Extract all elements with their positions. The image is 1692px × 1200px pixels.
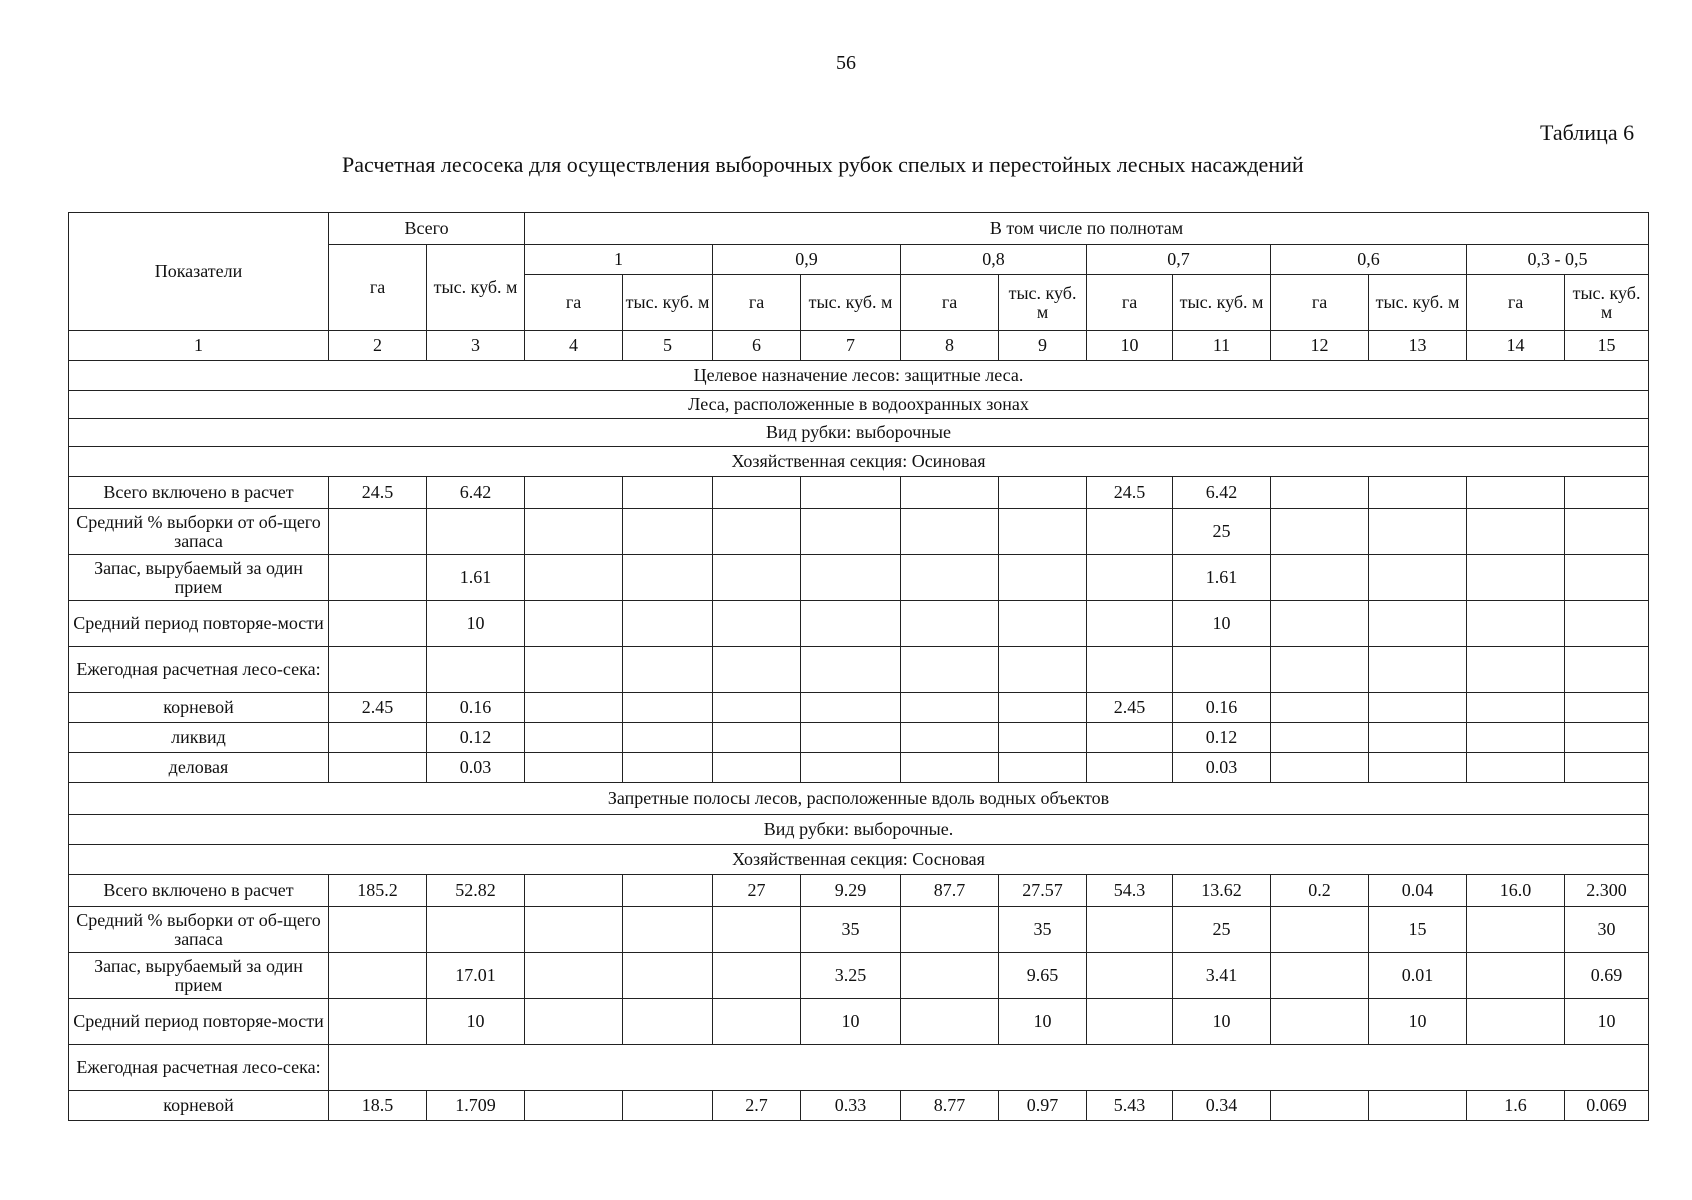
table-cell: 0.069	[1565, 1091, 1649, 1121]
table-cell	[1087, 753, 1173, 783]
table-cell	[713, 555, 801, 601]
table-cell: 87.7	[901, 875, 999, 907]
table-cell	[901, 601, 999, 647]
table-cell	[623, 647, 713, 693]
table-cell	[329, 1045, 1649, 1091]
table-cell	[1271, 477, 1369, 509]
table-cell: 0.33	[801, 1091, 901, 1121]
table-cell	[901, 555, 999, 601]
table-cell: 52.82	[427, 875, 525, 907]
table-cell: 0.04	[1369, 875, 1467, 907]
table-cell	[1173, 647, 1271, 693]
subheader-volume: тыс. куб. м	[1565, 275, 1649, 331]
table-cell: 24.5	[1087, 477, 1173, 509]
table-cell	[525, 555, 623, 601]
table-cell	[1565, 555, 1649, 601]
table-cell	[329, 555, 427, 601]
table-cell	[623, 601, 713, 647]
table-cell	[1467, 907, 1565, 953]
table-cell	[713, 953, 801, 999]
table-cell	[623, 753, 713, 783]
table-cell	[1369, 1091, 1467, 1121]
table-cell	[1467, 509, 1565, 555]
table-cell	[713, 753, 801, 783]
table-cell	[999, 601, 1087, 647]
table-cell	[901, 753, 999, 783]
table-cell: 0.2	[1271, 875, 1369, 907]
table-cell	[801, 601, 901, 647]
row-label: Ежегодная расчетная лесо-сека:	[69, 647, 329, 693]
table-cell	[1271, 693, 1369, 723]
table-cell: 3.41	[1173, 953, 1271, 999]
table-cell	[525, 953, 623, 999]
table-cell: 10	[427, 999, 525, 1045]
table-cell	[623, 723, 713, 753]
document-title: Расчетная лесосека для осуществления выборочных рубок спелых и перестойных лесных насаждений	[342, 152, 1304, 177]
table-cell	[1467, 953, 1565, 999]
section-cut-type: Вид рубки: выборочные	[69, 419, 1649, 447]
row-label: Средний % выборки от об-щего запаса	[69, 907, 329, 953]
table-cell	[1467, 647, 1565, 693]
row-label: Ежегодная расчетная лесо-сека:	[69, 1045, 329, 1091]
table-cell	[1271, 601, 1369, 647]
table-cell: 10	[999, 999, 1087, 1045]
table-cell	[427, 509, 525, 555]
table-cell	[1087, 723, 1173, 753]
table-cell	[525, 999, 623, 1045]
table-cell	[999, 509, 1087, 555]
table-cell	[999, 753, 1087, 783]
table-cell	[525, 477, 623, 509]
table-cell: 10	[1173, 999, 1271, 1045]
column-number: 3	[427, 331, 525, 361]
table-cell	[1369, 647, 1467, 693]
header-density-03-05: 0,3 - 0,5	[1467, 245, 1649, 275]
table-cell	[713, 907, 801, 953]
table-cell	[1369, 601, 1467, 647]
header-by-density: В том числе по полнотам	[525, 213, 1649, 245]
table-cell	[1271, 555, 1369, 601]
table-cell	[999, 647, 1087, 693]
column-number: 6	[713, 331, 801, 361]
felling-table	[68, 212, 1649, 1121]
table-row	[69, 509, 1649, 555]
table-cell	[329, 907, 427, 953]
table-row	[69, 953, 1649, 999]
column-number: 7	[801, 331, 901, 361]
column-number: 10	[1087, 331, 1173, 361]
table-cell: 2.300	[1565, 875, 1649, 907]
table-row	[69, 555, 1649, 601]
table-cell	[1565, 509, 1649, 555]
table-cell	[1271, 999, 1369, 1045]
table-row	[69, 647, 1649, 693]
subheader-volume: тыс. куб. м	[623, 275, 713, 331]
table-cell	[713, 999, 801, 1045]
table-cell: 13.62	[1173, 875, 1271, 907]
header-total-volume: тыс. куб. м	[427, 245, 525, 331]
table-row	[69, 1091, 1649, 1121]
table-cell: 2.45	[329, 693, 427, 723]
table-cell	[1087, 999, 1173, 1045]
table-cell: 0.12	[1173, 723, 1271, 753]
row-label: Всего включено в расчет	[69, 875, 329, 907]
table-cell	[1271, 753, 1369, 783]
table-cell: 0.12	[427, 723, 525, 753]
table-cell	[329, 753, 427, 783]
subheader-ha: га	[901, 275, 999, 331]
table-cell: 27.57	[999, 875, 1087, 907]
table-cell	[329, 723, 427, 753]
table-cell	[525, 509, 623, 555]
table-cell	[713, 647, 801, 693]
section-category: Леса, расположенные в водоохранных зонах	[69, 391, 1649, 419]
table-cell	[525, 693, 623, 723]
table-cell	[999, 555, 1087, 601]
table-cell	[1565, 647, 1649, 693]
table-row	[69, 477, 1649, 509]
section-economic: Хозяйственная секция: Сосновая	[69, 845, 1649, 875]
table-cell	[1087, 907, 1173, 953]
table-cell	[623, 555, 713, 601]
table-cell: 6.42	[1173, 477, 1271, 509]
subheader-volume: тыс. куб. м	[1369, 275, 1467, 331]
table-cell	[713, 723, 801, 753]
table-row	[69, 907, 1649, 953]
table-cell	[901, 477, 999, 509]
row-label: Средний период повторяе-мости	[69, 601, 329, 647]
table-cell: 0.03	[427, 753, 525, 783]
table-cell	[1369, 753, 1467, 783]
table-cell	[1271, 1091, 1369, 1121]
table-cell: 0.16	[1173, 693, 1271, 723]
table-row	[69, 753, 1649, 783]
column-number: 2	[329, 331, 427, 361]
table-cell	[427, 907, 525, 953]
row-label: Запас, вырубаемый за один прием	[69, 555, 329, 601]
section-category: Запретные полосы лесов, расположенные вдоль водных объектов	[69, 783, 1649, 815]
table-cell	[1087, 509, 1173, 555]
row-label: Средний период повторяе-мости	[69, 999, 329, 1045]
table-cell	[901, 953, 999, 999]
table-cell	[1565, 723, 1649, 753]
table-cell	[801, 555, 901, 601]
table-cell	[623, 1091, 713, 1121]
column-number: 5	[623, 331, 713, 361]
table-cell: 10	[1565, 999, 1649, 1045]
subheader-ha: га	[713, 275, 801, 331]
table-cell	[623, 693, 713, 723]
subheader-volume: тыс. куб. м	[999, 275, 1087, 331]
table-cell: 10	[801, 999, 901, 1045]
table-cell: 8.77	[901, 1091, 999, 1121]
subheader-ha: га	[1467, 275, 1565, 331]
table-cell: 35	[801, 907, 901, 953]
table-cell	[1467, 693, 1565, 723]
table-cell	[1467, 999, 1565, 1045]
table-row	[69, 723, 1649, 753]
table-row	[69, 875, 1649, 907]
table-cell: 54.3	[1087, 875, 1173, 907]
row-label: Средний % выборки от об-щего запаса	[69, 509, 329, 555]
table-cell	[713, 509, 801, 555]
table-cell: 25	[1173, 509, 1271, 555]
table-cell: 10	[1173, 601, 1271, 647]
table-cell: 2.45	[1087, 693, 1173, 723]
row-label: корневой	[69, 693, 329, 723]
table-cell	[1467, 753, 1565, 783]
table-cell	[525, 1091, 623, 1121]
table-cell	[1087, 601, 1173, 647]
table-cell: 10	[1369, 999, 1467, 1045]
table-cell	[801, 693, 901, 723]
table-cell: 1.709	[427, 1091, 525, 1121]
row-label: Всего включено в расчет	[69, 477, 329, 509]
table-cell	[1271, 907, 1369, 953]
table-cell: 2.7	[713, 1091, 801, 1121]
table-cell	[1271, 723, 1369, 753]
table-cell: 1.61	[1173, 555, 1271, 601]
table-cell	[623, 907, 713, 953]
table-cell	[1271, 953, 1369, 999]
column-number: 4	[525, 331, 623, 361]
table-cell	[801, 723, 901, 753]
table-cell	[713, 693, 801, 723]
table-cell	[525, 647, 623, 693]
column-number: 13	[1369, 331, 1467, 361]
table-cell: 185.2	[329, 875, 427, 907]
table-cell	[1369, 477, 1467, 509]
table-cell	[1565, 477, 1649, 509]
table-row	[69, 601, 1649, 647]
row-label: Запас, вырубаемый за один прием	[69, 953, 329, 999]
table-cell	[1271, 647, 1369, 693]
table-cell: 30	[1565, 907, 1649, 953]
column-number: 1	[69, 331, 329, 361]
column-number: 8	[901, 331, 999, 361]
column-number: 15	[1565, 331, 1649, 361]
table-cell: 18.5	[329, 1091, 427, 1121]
table-cell	[901, 999, 999, 1045]
section-purpose: Целевое назначение лесов: защитные леса.	[69, 361, 1649, 391]
table-cell	[1087, 953, 1173, 999]
table-cell	[525, 875, 623, 907]
table-cell	[901, 907, 999, 953]
header-density-08: 0,8	[901, 245, 1087, 275]
table-cell: 0.97	[999, 1091, 1087, 1121]
table-cell: 6.42	[427, 477, 525, 509]
table-cell: 3.25	[801, 953, 901, 999]
table-cell	[801, 477, 901, 509]
table-cell: 0.01	[1369, 953, 1467, 999]
header-indicators: Показатели	[69, 213, 329, 331]
section-economic: Хозяйственная секция: Осиновая	[69, 447, 1649, 477]
table-cell: 0.69	[1565, 953, 1649, 999]
subheader-ha: га	[1087, 275, 1173, 331]
table-cell	[623, 477, 713, 509]
table-row	[69, 1045, 1649, 1091]
subheader-volume: тыс. куб. м	[1173, 275, 1271, 331]
table-cell	[999, 477, 1087, 509]
table-cell: 0.03	[1173, 753, 1271, 783]
table-cell	[427, 647, 525, 693]
table-cell	[623, 875, 713, 907]
table-cell	[801, 509, 901, 555]
table-cell	[999, 723, 1087, 753]
table-cell	[1467, 555, 1565, 601]
table-cell	[1369, 509, 1467, 555]
table-cell	[329, 647, 427, 693]
table-cell	[1565, 601, 1649, 647]
header-total-ha: га	[329, 245, 427, 331]
header-density-09: 0,9	[713, 245, 901, 275]
table-cell: 25	[1173, 907, 1271, 953]
section-cut-type: Вид рубки: выборочные.	[69, 815, 1649, 845]
table-cell	[1369, 693, 1467, 723]
table-cell: 35	[999, 907, 1087, 953]
table-cell	[623, 509, 713, 555]
row-label: ликвид	[69, 723, 329, 753]
table-cell: 0.34	[1173, 1091, 1271, 1121]
table-cell	[623, 999, 713, 1045]
table-cell	[1369, 555, 1467, 601]
table-cell: 1.61	[427, 555, 525, 601]
table-cell	[1565, 693, 1649, 723]
subheader-volume: тыс. куб. м	[801, 275, 901, 331]
table-cell	[1467, 477, 1565, 509]
table-row	[69, 999, 1649, 1045]
table-cell	[525, 907, 623, 953]
table-cell	[901, 509, 999, 555]
table-cell: 17.01	[427, 953, 525, 999]
table-cell: 16.0	[1467, 875, 1565, 907]
table-cell: 1.6	[1467, 1091, 1565, 1121]
table-cell	[1467, 723, 1565, 753]
table-cell	[901, 723, 999, 753]
table-cell	[1087, 555, 1173, 601]
subheader-ha: га	[1271, 275, 1369, 331]
header-density-07: 0,7	[1087, 245, 1271, 275]
table-label: Таблица 6	[1540, 120, 1635, 145]
table-cell	[525, 753, 623, 783]
table-cell	[329, 601, 427, 647]
table-cell	[801, 647, 901, 693]
table-cell	[1467, 601, 1565, 647]
header-density-06: 0,6	[1271, 245, 1467, 275]
header-density-1: 1	[525, 245, 713, 275]
table-cell: 9.65	[999, 953, 1087, 999]
table-cell: 27	[713, 875, 801, 907]
table-cell	[801, 753, 901, 783]
table-cell	[999, 693, 1087, 723]
table-cell: 9.29	[801, 875, 901, 907]
table-cell	[1369, 723, 1467, 753]
table-cell	[1271, 509, 1369, 555]
header-total: Всего	[329, 213, 525, 245]
table-cell	[329, 509, 427, 555]
row-label: деловая	[69, 753, 329, 783]
table-cell	[525, 601, 623, 647]
table-cell	[901, 647, 999, 693]
table-cell: 10	[427, 601, 525, 647]
table-cell: 5.43	[1087, 1091, 1173, 1121]
row-label: корневой	[69, 1091, 329, 1121]
table-cell	[525, 723, 623, 753]
subheader-ha: га	[525, 275, 623, 331]
column-number: 9	[999, 331, 1087, 361]
table-cell: 24.5	[329, 477, 427, 509]
table-cell	[713, 601, 801, 647]
column-number: 11	[1173, 331, 1271, 361]
column-number: 14	[1467, 331, 1565, 361]
table-cell	[329, 999, 427, 1045]
table-cell: 15	[1369, 907, 1467, 953]
table-cell	[713, 477, 801, 509]
table-cell	[1087, 647, 1173, 693]
column-number: 12	[1271, 331, 1369, 361]
table-cell	[329, 953, 427, 999]
page-number: 56	[836, 52, 856, 74]
table-cell: 0.16	[427, 693, 525, 723]
table-cell	[901, 693, 999, 723]
table-row	[69, 693, 1649, 723]
table-cell	[623, 953, 713, 999]
table-cell	[1565, 753, 1649, 783]
